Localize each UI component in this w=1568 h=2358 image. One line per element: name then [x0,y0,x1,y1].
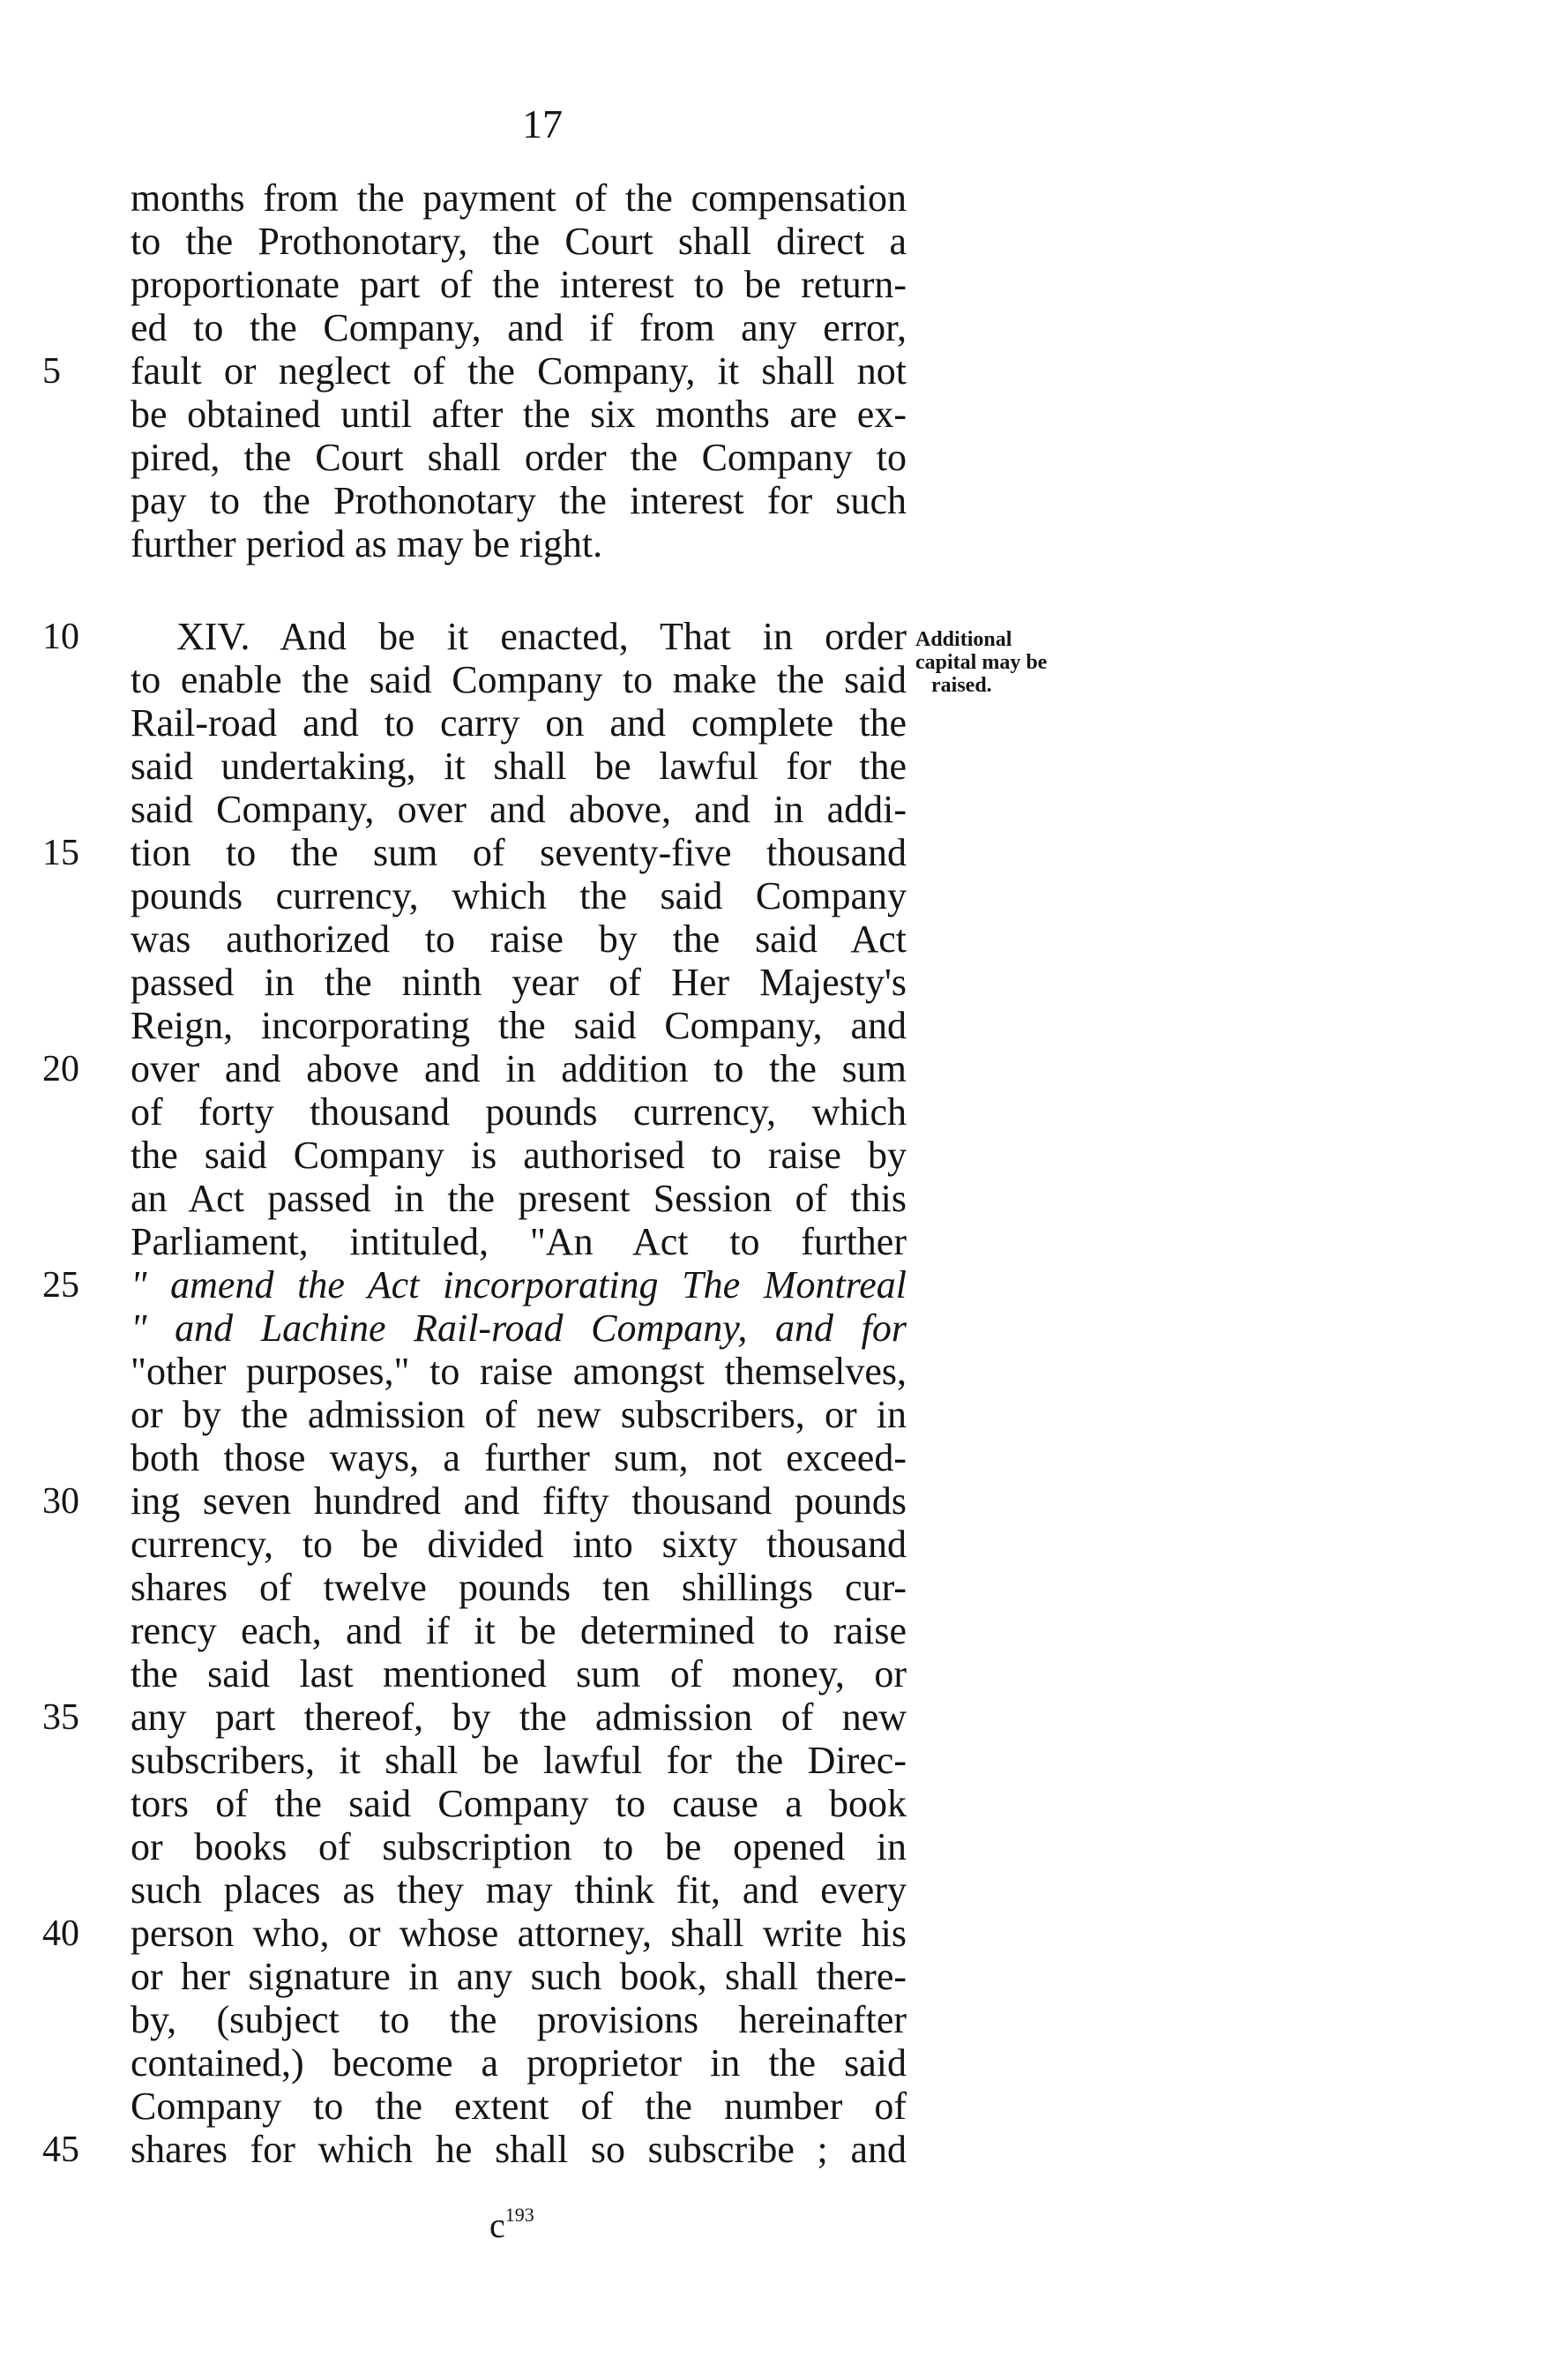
text-line: tors of the said Company to cause a book [131,1782,907,1825]
text-line: contained,) become a proprietor in the said [131,2041,907,2085]
line-number: 30 [42,1481,79,1522]
text-line: proportionate part of the interest to be return- [131,263,907,306]
text-line: pired, the Court shall order the Company to [131,436,907,479]
text-line-italic: " and Lachine Rail-road Company, and for [131,1306,907,1350]
marginal-note-line: capital may be [915,651,1048,674]
marginal-note-line: Additional [915,628,1012,651]
text-line: "other purposes," to raise amongst themselves, [131,1350,907,1393]
text-line: tion to the sum of seventy-five thousand [131,831,907,874]
text-line: said undertaking, it shall be lawful for the [131,745,907,788]
text-line: further period as may be right. [131,522,603,565]
line-number: 15 [42,833,79,873]
text-line: over and above and in addition to the sum [131,1047,907,1090]
section-heading-line: XIV. And be it enacted, That in order [176,615,907,658]
text-line: to the Prothonotary, the Court shall direct a [131,220,907,263]
text-line: Company to the extent of the number of [131,2085,907,2128]
text-line-italic: " amend the Act incorporating The Montreal [131,1263,907,1306]
text-line: said Company, over and above, and in addi- [131,788,907,831]
text-line: both those ways, a further sum, not exceed- [131,1436,907,1479]
text-line: or her signature in any such book, shall there- [131,1955,907,1998]
text-line: was authorized to raise by the said Act [131,917,907,961]
text-line: ing seven hundred and fifty thousand pounds [131,1479,907,1523]
text-line: or by the admission of new subscribers, or in [131,1393,907,1436]
page-number: 17 [522,101,563,146]
signature-number: 193 [504,2204,534,2226]
marginal-note [915,628,1136,697]
text-line: rency each, and if it be determined to raise [131,1609,907,1652]
text-line: passed in the ninth year of Her Majesty's [131,961,907,1004]
line-number: 45 [42,2130,79,2170]
text-line: pay to the Prothonotary the interest for such [131,479,907,522]
signature-mark [489,2205,534,2243]
line-number: 25 [42,1265,79,1306]
text-line: or books of subscription to be opened in [131,1825,907,1868]
text-line: to enable the said Company to make the said [131,658,907,701]
text-line: Rail-road and to carry on and complete the [131,701,907,745]
text-line: be obtained until after the six months are ex- [131,393,907,436]
text-line: months from the payment of the compensation [131,176,907,220]
line-number: 35 [42,1697,79,1738]
text-line: currency, to be divided into sixty thousand [131,1523,907,1566]
text-line: Reign, incorporating the said Company, and [131,1004,907,1047]
text-line: the said Company is authorised to raise by [131,1134,907,1177]
marginal-note-line: raised. [931,674,992,697]
text-line: ed to the Company, and if from any error, [131,306,907,349]
line-number: 20 [42,1049,79,1089]
text-line: pounds currency, which the said Company [131,874,907,917]
text-line: by, (subject to the provisions hereinafter [131,1998,907,2041]
text-line: fault or neglect of the Company, it shall not [131,349,907,393]
line-number: 5 [42,351,61,392]
text-line: person who, or whose attorney, shall write his [131,1912,907,1955]
text-line: an Act passed in the present Session of this [131,1177,907,1220]
line-number: 40 [42,1913,79,1954]
text-line: Parliament, intituled, "An Act to further [131,1220,907,1263]
text-line: subscribers, it shall be lawful for the Direc- [131,1739,907,1782]
text-line: the said last mentioned sum of money, or [131,1652,907,1696]
text-line: any part thereof, by the admission of new [131,1696,907,1739]
text-line: such places as they may think fit, and every [131,1868,907,1912]
signature-letter: c [489,2205,505,2245]
line-number: 10 [42,617,79,657]
text-line: of forty thousand pounds currency, which [131,1090,907,1134]
text-line: shares for which he shall so subscribe ; and [131,2128,907,2171]
text-line: shares of twelve pounds ten shillings cur- [131,1566,907,1609]
